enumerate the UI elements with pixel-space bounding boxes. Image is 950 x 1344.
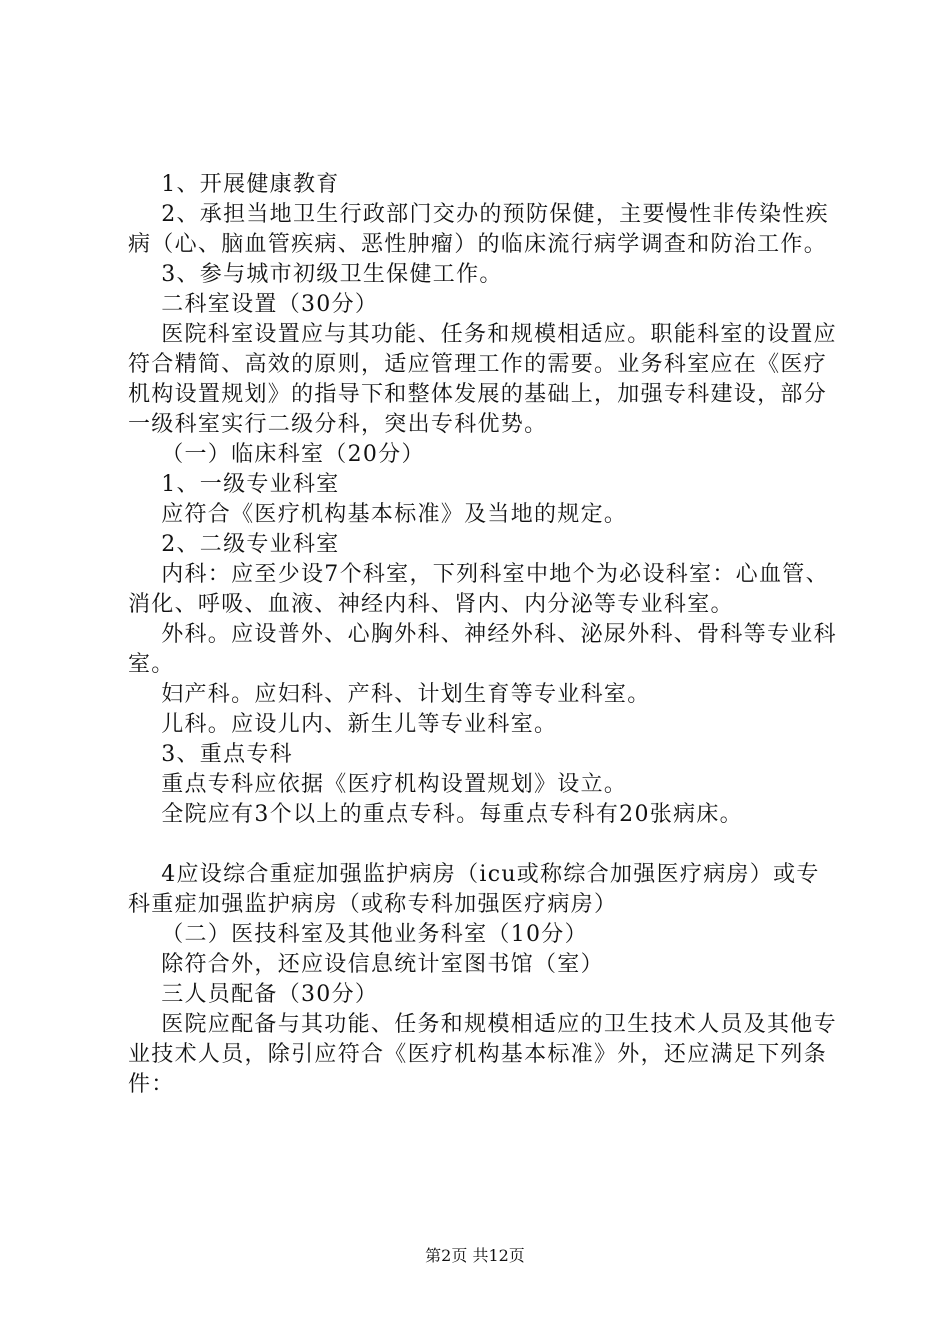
paragraph: 全院应有3个以上的重点专科。每重点专科有20张病床。 <box>128 802 743 827</box>
subsection-heading: （二）医技科室及其他业务科室（10分） <box>128 922 588 947</box>
paragraph: 内科：应至少设7个科室，下列科室中地个为必设科室：心血管、消化、呼吸、血液、神经内科、肾内、内分泌等专业科室。 <box>128 562 829 617</box>
paragraph: 除符合外，还应设信息统计室图书馆（室） <box>128 952 604 977</box>
paragraph: 重点专科应依据《医疗机构设置规划》设立。 <box>128 772 628 797</box>
blank-line <box>128 830 838 860</box>
paragraph: 外科。应设普外、心胸外科、神经外科、泌尿外科、骨科等专业科室。 <box>128 622 837 677</box>
paragraph: 3、重点专科 <box>128 742 293 767</box>
paragraph: 医院应配备与其功能、任务和规模相适应的卫生技术人员及其他专业技术人员，除引应符合《医疗机构基本标准》外，还应满足下列条件： <box>128 1012 837 1097</box>
paragraph: 4应设综合重症加强监护病房（icu或称综合加强医疗病房）或专科重症加强监护病房（或称专科加强医疗病房） <box>128 862 820 917</box>
subsection-heading: （一）临床科室（20分） <box>128 442 425 467</box>
body-text <box>128 170 838 1100</box>
paragraph: 1、开展健康教育 <box>128 172 340 197</box>
paragraph: 2、承担当地卫生行政部门交办的预防保健，主要慢性非传染性疾病（心、脑血管疾病、恶性肿瘤）的临床流行病学调查和防治工作。 <box>128 202 829 257</box>
paragraph: 儿科。应设儿内、新生儿等专业科室。 <box>128 712 558 737</box>
paragraph: 应符合《医疗机构基本标准》及当地的规定。 <box>128 502 628 527</box>
paragraph: 医院科室设置应与其功能、任务和规模相适应。职能科室的设置应符合精简、高效的原则，适应管理工作的需要。业务科室应在《医疗机构设置规划》的指导下和整体发展的基础上，加强专科建设，部分一级科室实行二级分科，突出专科优势。 <box>128 322 837 437</box>
section-heading: 二科室设置（30分） <box>128 292 379 317</box>
paragraph: 3、参与城市初级卫生保健工作。 <box>128 262 503 287</box>
page-footer: 第2页 共12页 <box>425 1246 525 1265</box>
paragraph: 2、二级专业科室 <box>128 532 340 557</box>
section-heading: 三人员配备（30分） <box>128 982 379 1007</box>
paragraph: 1、一级专业科室 <box>128 472 340 497</box>
paragraph: 妇产科。应妇科、产科、计划生育等专业科室。 <box>128 682 651 707</box>
